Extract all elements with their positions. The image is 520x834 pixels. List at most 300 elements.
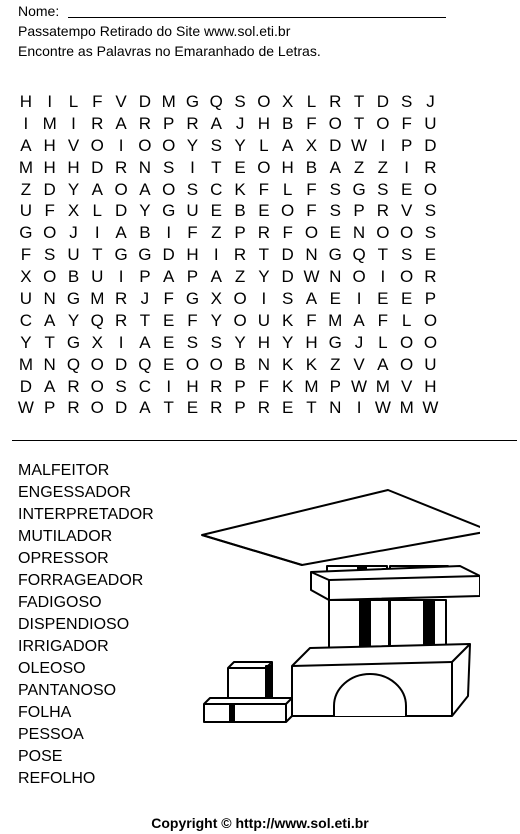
grid-letter: O	[376, 113, 390, 133]
grid-letter: F	[44, 201, 55, 221]
grid-letter: B	[234, 354, 246, 374]
grid-letter: N	[43, 289, 56, 309]
grid-letter: M	[18, 354, 33, 374]
grid-letter: N	[305, 245, 318, 265]
grid-row	[14, 310, 514, 332]
grid-letter: M	[399, 398, 414, 418]
grid-letter: Z	[211, 223, 222, 243]
grid-letter: Q	[138, 354, 152, 374]
grid-letter: V	[115, 92, 127, 111]
grid-letter: E	[163, 310, 175, 330]
grid-letter: L	[306, 92, 317, 111]
grid-letter: G	[66, 332, 81, 352]
grid-letter: I	[47, 92, 53, 111]
grid-letter: S	[281, 289, 294, 309]
grid-letter: U	[67, 245, 80, 265]
grid-letter: E	[163, 354, 175, 374]
grid-letter: G	[185, 289, 200, 309]
grid-letter: O	[90, 398, 104, 418]
grid-letter: U	[19, 201, 33, 221]
grid-letter: H	[186, 376, 199, 396]
grid-letter: S	[234, 92, 246, 111]
grid-letter: I	[71, 113, 76, 133]
word-item: FOLHA	[18, 704, 72, 721]
grid-letter: I	[94, 223, 100, 243]
grid-letter: U	[424, 354, 437, 374]
grid-letter: B	[281, 113, 294, 133]
word-item: FORRAGEADOR	[18, 572, 144, 589]
grid-letter: E	[424, 245, 437, 265]
grid-row	[14, 397, 514, 419]
grid-letter: R	[257, 398, 270, 418]
grid-letter: A	[210, 113, 222, 133]
grid-letter: A	[115, 113, 127, 133]
grid-letter: N	[257, 354, 270, 374]
grid-letter: Z	[234, 267, 246, 287]
grid-letter: A	[163, 267, 175, 287]
grid-letter: Q	[352, 245, 366, 265]
grid-letter: V	[400, 376, 413, 396]
grid-letter: P	[163, 113, 175, 133]
grid-letter: A	[377, 354, 389, 374]
grid-letter: X	[67, 201, 80, 221]
grid-letter: T	[211, 157, 222, 177]
grid-letter: X	[91, 332, 103, 352]
grid-letter: A	[44, 310, 56, 330]
grid-letter: F	[92, 92, 103, 111]
grid-letter: P	[353, 201, 365, 221]
grid-letter: M	[328, 310, 343, 330]
grid-letter: Y	[281, 332, 294, 352]
instructions: Encontre as Palavras no Emaranhado de Letras.	[18, 43, 321, 59]
grid-letter: N	[329, 267, 342, 287]
word-item: PANTANOSO	[18, 682, 117, 699]
grid-letter: Y	[139, 201, 151, 221]
grid-letter: P	[44, 398, 56, 418]
grid-letter: R	[210, 376, 223, 396]
grid-letter: H	[305, 332, 318, 352]
grid-letter: D	[281, 245, 294, 265]
grid-letter: T	[306, 398, 317, 418]
grid-row	[14, 354, 514, 376]
grid-letter: S	[210, 135, 222, 155]
grid-letter: Z	[20, 179, 32, 199]
grid-letter: D	[376, 92, 389, 111]
grid-letter: E	[400, 289, 413, 309]
grid-letter: Y	[67, 310, 80, 330]
grid-letter: M	[42, 113, 57, 133]
grid-letter: O	[304, 223, 319, 243]
grid-letter: S	[329, 179, 341, 199]
grid-letter: R	[114, 157, 128, 177]
grid-letter: R	[424, 157, 437, 177]
grid-letter: O	[400, 354, 414, 374]
grid-row	[14, 244, 514, 266]
grid-letter: W	[351, 135, 368, 155]
grid-letter: O	[423, 332, 438, 352]
grid-letter: O	[43, 223, 57, 243]
grid-letter: E	[258, 201, 270, 221]
grid-letter: K	[281, 354, 294, 374]
grid-letter: B	[139, 223, 151, 243]
word-item: OPRESSOR	[18, 550, 109, 567]
grid-letter: D	[281, 267, 294, 287]
grid-letter: D	[19, 376, 33, 396]
grid-letter: O	[114, 179, 128, 199]
grid-letter: Q	[66, 354, 81, 374]
grid-row	[14, 200, 514, 222]
grid-letter: A	[353, 310, 365, 330]
grid-letter: A	[115, 223, 127, 243]
grid-letter: M	[18, 157, 33, 177]
grid-letter: P	[186, 267, 199, 287]
grid-letter: I	[166, 376, 172, 396]
word-item: MUTILADOR	[18, 528, 113, 545]
grid-letter: R	[210, 398, 223, 418]
grid-letter: P	[329, 376, 341, 396]
grid-letter: G	[328, 245, 342, 265]
grid-letter: X	[20, 267, 32, 287]
grid-letter: S	[377, 179, 389, 199]
grid-letter: K	[305, 354, 318, 374]
grid-letter: F	[401, 113, 412, 133]
grid-row	[14, 332, 514, 354]
grid-letter: A	[210, 267, 222, 287]
grid-letter: J	[354, 332, 364, 352]
grid-letter: L	[282, 179, 293, 199]
grid-letter: O	[90, 376, 104, 396]
grid-letter: H	[43, 157, 56, 177]
grid-row	[14, 135, 514, 157]
grid-letter: B	[234, 201, 246, 221]
grid-letter: E	[234, 157, 246, 177]
grid-letter: L	[68, 92, 79, 111]
grid-letter: T	[353, 92, 365, 111]
grid-letter: R	[186, 113, 199, 133]
grid-letter: W	[17, 398, 34, 418]
grid-letter: I	[118, 267, 124, 287]
grid-letter: T	[353, 113, 365, 133]
grid-letter: Y	[210, 310, 222, 330]
grid-row	[14, 376, 514, 398]
grid-letter: D	[114, 354, 128, 374]
grid-letter: N	[43, 354, 56, 374]
grid-letter: E	[281, 398, 294, 418]
grid-letter: D	[43, 179, 56, 199]
grid-letter: A	[91, 179, 103, 199]
grid-letter: I	[404, 157, 410, 177]
grid-letter: F	[258, 376, 270, 396]
grid-letter: W	[374, 398, 391, 418]
grid-letter: N	[352, 223, 366, 243]
grid-letter: S	[44, 245, 56, 265]
grid-row	[14, 266, 514, 288]
grid-letter: I	[356, 289, 362, 309]
grid-letter: I	[118, 332, 124, 352]
grid-letter: S	[424, 223, 437, 243]
grid-letter: E	[329, 223, 341, 243]
grid-letter: H	[257, 332, 270, 352]
grid-letter: I	[380, 135, 386, 155]
grid-letter: F	[306, 201, 317, 221]
grid-letter: V	[400, 201, 413, 221]
grid-letter: L	[92, 201, 103, 221]
grid-letter: O	[400, 332, 414, 352]
grid-letter: E	[400, 179, 413, 199]
grid-letter: A	[329, 157, 341, 177]
grid-letter: R	[329, 92, 342, 111]
grid-letter: L	[259, 135, 269, 155]
grid-row	[14, 91, 514, 113]
grid-letter: G	[162, 201, 176, 221]
grid-letter: D	[329, 135, 342, 155]
grid-letter: T	[258, 245, 270, 265]
grid-letter: A	[281, 135, 294, 155]
grid-letter: O	[352, 267, 366, 287]
grid-letter: H	[281, 157, 294, 177]
grid-letter: U	[424, 113, 437, 133]
grid-letter: O	[209, 354, 223, 374]
grid-letter: A	[139, 332, 151, 352]
word-item: REFOLHO	[18, 770, 96, 787]
grid-letter: A	[139, 398, 151, 418]
word-item: FADIGOSO	[18, 594, 102, 611]
grid-letter: B	[67, 267, 80, 287]
grid-letter: D	[114, 398, 128, 418]
grid-letter: R	[424, 267, 437, 287]
grid-letter: O	[233, 310, 247, 330]
grid-letter: F	[306, 310, 317, 330]
grid-letter: G	[114, 245, 128, 265]
grid-letter: E	[163, 332, 175, 352]
grid-letter: G	[185, 92, 200, 111]
grid-letter: P	[139, 267, 151, 287]
grid-letter: O	[400, 267, 414, 287]
grid-letter: H	[257, 113, 270, 133]
grid-letter: I	[261, 289, 267, 309]
grid-letter: V	[67, 135, 80, 155]
grid-letter: U	[257, 310, 270, 330]
grid-letter: Q	[209, 92, 223, 111]
grid-row	[14, 113, 514, 135]
grid-letter: K	[281, 310, 294, 330]
grid-letter: P	[424, 289, 437, 309]
grid-letter: S	[186, 332, 199, 352]
grid-letter: Y	[258, 267, 270, 287]
grid-letter: L	[401, 310, 412, 330]
grid-letter: F	[187, 223, 198, 243]
grid-letter: O	[43, 267, 57, 287]
grid-letter: O	[162, 179, 176, 199]
grid-letter: M	[161, 92, 176, 111]
grid-letter: R	[138, 113, 152, 133]
grid-letter: E	[329, 289, 341, 309]
grid-letter: J	[235, 113, 245, 133]
grid-letter: I	[23, 113, 29, 133]
grid-letter: M	[90, 289, 105, 309]
grid-letter: O	[90, 354, 104, 374]
grid-letter: J	[69, 223, 78, 243]
grid-letter: T	[92, 245, 103, 265]
grid-letter: H	[67, 157, 80, 177]
word-item: IRRIGADOR	[18, 638, 109, 655]
word-list	[18, 460, 154, 790]
grid-letter: C	[19, 310, 33, 330]
grid-letter: F	[187, 310, 198, 330]
grid-letter: P	[234, 398, 246, 418]
grid-letter: A	[305, 289, 318, 309]
grid-letter: O	[162, 135, 176, 155]
grid-letter: A	[20, 135, 32, 155]
grid-letter: R	[91, 113, 104, 133]
grid-row	[14, 179, 514, 201]
grid-letter: K	[234, 179, 246, 199]
grid-letter: C	[210, 179, 223, 199]
grid-letter: N	[138, 157, 152, 177]
grid-letter: L	[378, 332, 388, 352]
grid-letter: R	[233, 245, 247, 265]
grid-letter: N	[329, 398, 342, 418]
grid-letter: O	[376, 223, 390, 243]
word-item: OLEOSO	[18, 660, 86, 677]
grid-letter: U	[186, 201, 199, 221]
grid-letter: T	[377, 245, 389, 265]
grid-letter: H	[19, 92, 33, 111]
grid-letter: O	[328, 113, 342, 133]
grid-letter: G	[138, 245, 152, 265]
copyright-footer: Copyright © http://www.sol.eti.br	[151, 815, 369, 831]
grid-letter: O	[281, 201, 295, 221]
grid-letter: F	[282, 223, 293, 243]
grid-letter: T	[163, 398, 174, 418]
grid-letter: R	[114, 310, 128, 330]
letter-grid	[14, 91, 514, 419]
grid-letter: C	[138, 376, 152, 396]
grid-letter: A	[139, 179, 151, 199]
grid-letter: J	[426, 92, 435, 111]
grid-letter: M	[375, 376, 390, 396]
grid-letter: F	[306, 113, 317, 133]
grid-letter: M	[304, 376, 319, 396]
grid-letter: R	[114, 289, 128, 309]
grid-letter: X	[281, 92, 294, 111]
grid-letter: O	[185, 354, 200, 374]
grid-letter: S	[424, 201, 437, 221]
word-item: ENGESSADOR	[18, 484, 131, 501]
name-label: Nome:	[18, 3, 60, 19]
grid-letter: T	[139, 310, 151, 330]
grid-letter: O	[90, 135, 104, 155]
grid-letter: F	[258, 179, 270, 199]
grid-letter: S	[115, 376, 127, 396]
grid-letter: I	[190, 157, 195, 177]
grid-letter: O	[423, 310, 438, 330]
grid-letter: S	[400, 92, 413, 111]
grid-letter: R	[376, 201, 389, 221]
grid-letter: G	[328, 332, 342, 352]
grid-letter: G	[66, 289, 81, 309]
grid-letter: I	[166, 223, 172, 243]
grid-letter: X	[210, 289, 222, 309]
grid-letter: G	[352, 179, 366, 199]
grid-letter: H	[424, 376, 437, 396]
grid-letter: O	[400, 223, 414, 243]
grid-row	[14, 222, 514, 244]
grid-letter: T	[44, 332, 55, 352]
grid-letter: E	[210, 201, 222, 221]
grid-letter: S	[400, 245, 413, 265]
word-item: INTERPRETADOR	[18, 506, 154, 523]
grid-letter: S	[210, 332, 222, 352]
word-item: PESSOA	[18, 726, 84, 743]
grid-letter: F	[20, 245, 32, 265]
grid-letter: S	[163, 157, 175, 177]
grid-letter: V	[353, 354, 365, 374]
grid-letter: W	[303, 267, 320, 287]
toy-blocks-illustration	[190, 486, 480, 736]
grid-letter: D	[138, 92, 152, 111]
grid-letter: S	[329, 201, 341, 221]
grid-letter: S	[186, 179, 199, 199]
grid-letter: D	[162, 245, 175, 265]
grid-letter: O	[257, 157, 271, 177]
grid-letter: Z	[353, 157, 365, 177]
word-item: MALFEITOR	[18, 462, 110, 479]
grid-letter: O	[423, 179, 438, 199]
grid-letter: O	[257, 92, 271, 111]
grid-letter: R	[257, 223, 270, 243]
word-item: POSE	[18, 748, 63, 765]
grid-letter: W	[422, 398, 439, 418]
site-line: Passatempo Retirado do Site www.sol.eti.br	[18, 23, 291, 39]
grid-letter: Y	[186, 135, 199, 155]
grid-letter: D	[91, 157, 104, 177]
grid-letter: Z	[330, 354, 341, 374]
grid-row	[14, 157, 514, 179]
grid-letter: O	[138, 135, 152, 155]
grid-letter: U	[19, 289, 33, 309]
grid-letter: Y	[67, 179, 80, 199]
grid-letter: Y	[20, 332, 32, 352]
grid-letter: O	[233, 289, 247, 309]
grid-letter: R	[67, 376, 80, 396]
grid-letter: F	[163, 289, 174, 309]
grid-letter: H	[43, 135, 56, 155]
grid-letter: D	[424, 135, 437, 155]
grid-letter: Z	[377, 157, 389, 177]
grid-letter: I	[356, 398, 362, 418]
grid-letter: B	[305, 157, 318, 177]
name-line	[68, 17, 446, 18]
grid-letter: D	[114, 201, 128, 221]
separator-line	[12, 440, 517, 441]
grid-letter: I	[118, 135, 124, 155]
grid-letter: X	[305, 135, 318, 155]
grid-letter: R	[67, 398, 80, 418]
grid-letter: F	[377, 310, 389, 330]
grid-row	[14, 288, 514, 310]
grid-letter: I	[213, 245, 219, 265]
grid-letter: Y	[234, 135, 246, 155]
grid-letter: P	[234, 376, 246, 396]
grid-letter: W	[351, 376, 368, 396]
grid-letter: P	[234, 223, 246, 243]
grid-letter: P	[400, 135, 413, 155]
grid-letter: I	[380, 267, 386, 287]
grid-letter: E	[377, 289, 389, 309]
grid-letter: U	[91, 267, 104, 287]
grid-letter: A	[44, 376, 56, 396]
